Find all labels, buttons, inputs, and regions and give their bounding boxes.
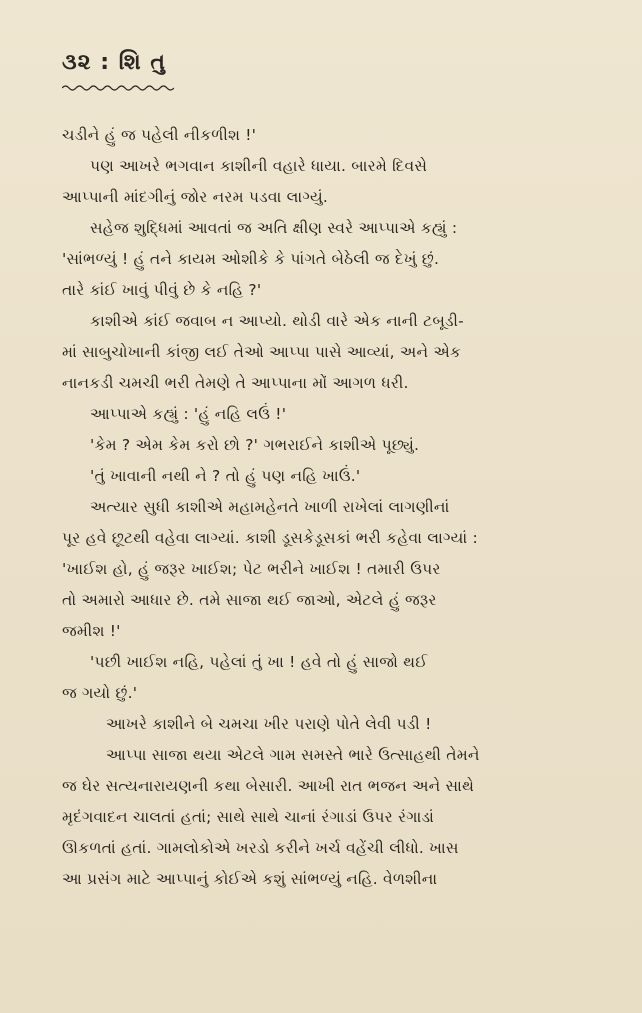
text-line: 'પછી ખાઈશ નહિ, પહેલાં તું ખા ! હવે તો હું સાજો થઈ bbox=[90, 653, 428, 671]
text-line: તો અમારો આધાર છે. તમે સાજા થઈ જાઓ, એટલે હું જરૂર bbox=[62, 591, 437, 609]
text-line: તારે કાંઈ ખાવું પીવું છે કે નહિ ?' bbox=[62, 281, 262, 299]
text-line: મૃદંગવાદન ચાલતાં હતાં; સાથે સાથે ચાનાં રંગાડાં ઉપર રંગાડાં bbox=[62, 808, 434, 826]
text-line: કાશીએ કાંઈ જવાબ ન આપ્યો. થોડી વારે એક નાની ટબૂડી- bbox=[90, 312, 464, 330]
text-line: અત્યાર સુધી કાશીએ મહામહેનતે ખાળી રાખેલાં લાગણીનાં bbox=[90, 498, 450, 516]
text-line: ઊકળતાં હતાં. ગામલોકોએ ખરડો કરીને ખર્ચ વહેંચી લીધો. ખાસ bbox=[62, 839, 459, 857]
page-header bbox=[62, 50, 166, 75]
chapter-title: શિ તુ bbox=[118, 50, 166, 75]
text-line: આખરે કાશીને બે ચમચા ખીર પરાણે પોતે લેવી પડી ! bbox=[106, 715, 432, 733]
text-line: 'ખાઈશ હો, હું જરૂર ખાઈશ; પેટ ભરીને ખાઈશ ! તમારી ઉપર bbox=[62, 560, 441, 578]
header-separator: : bbox=[100, 50, 111, 75]
text-line: પણ આખરે ભગવાન કાશીની વહારે ધાયા. બારમે દિવસે bbox=[90, 157, 428, 175]
text-line: જમીશ !' bbox=[62, 622, 121, 640]
text-line: નાનકડી ચમચી ભરી તેમણે તે આપ્પાના મોં આગળ ધરી. bbox=[62, 374, 409, 392]
text-line: આપ્પાની માંદગીનું જોર નરમ પડવા લાગ્યું. bbox=[62, 188, 328, 206]
header-wavy-rule bbox=[62, 84, 174, 92]
text-line: જ ઘેર સત્યનારાયણની કથા બેસારી. આખી રાત ભજન અને સાથે bbox=[62, 777, 475, 795]
text-line: 'કેમ ? એમ કેમ કરો છો ?' ગભરાઈને કાશીએ પૂછ્યું. bbox=[90, 436, 420, 454]
text-line: આપ્પા સાજા થયા એટલે ગામ સમસ્તે ભારે ઉત્સાહથી તેમને bbox=[106, 746, 480, 764]
text-line: પૂર હવે છૂટથી વહેવા લાગ્યાં. કાશી ડૂસકેડૂસકાં ભરી કહેવા લાગ્યાં : bbox=[62, 529, 478, 547]
text-line: આપ્પાએ કહ્યું : 'હું નહિ લઉં !' bbox=[90, 405, 287, 423]
body-text bbox=[62, 120, 582, 895]
text-line: ચડીને હું જ પહેલી નીકળીશ !' bbox=[62, 126, 257, 144]
text-line: આ પ્રસંગ માટે આપ્પાનું કોઈએ કશું સાંભળ્યું નહિ. વેળશીના bbox=[62, 870, 438, 888]
text-line: 'સાંભળ્યું ! હું તને કાયમ ઓશીકે કે પાંગતે બેઠેલી જ દેખું છું. bbox=[62, 250, 440, 268]
text-line: સહેજ શુદ્ધિમાં આવતાં જ અતિ ક્ષીણ સ્વરે આપ્પાએ કહ્યું : bbox=[90, 219, 458, 237]
text-line: 'તું ખાવાની નથી ને ? તો હું પણ નહિ ખાઉં.' bbox=[90, 467, 361, 485]
page-number: ૩૨ bbox=[62, 50, 92, 75]
text-line: જ ગયો છું.' bbox=[62, 684, 138, 702]
text-line: માં સાબુચોખાની કાંજી લઈ તેઓ આપ્પા પાસે આવ્યાં, અને એક bbox=[62, 343, 462, 361]
